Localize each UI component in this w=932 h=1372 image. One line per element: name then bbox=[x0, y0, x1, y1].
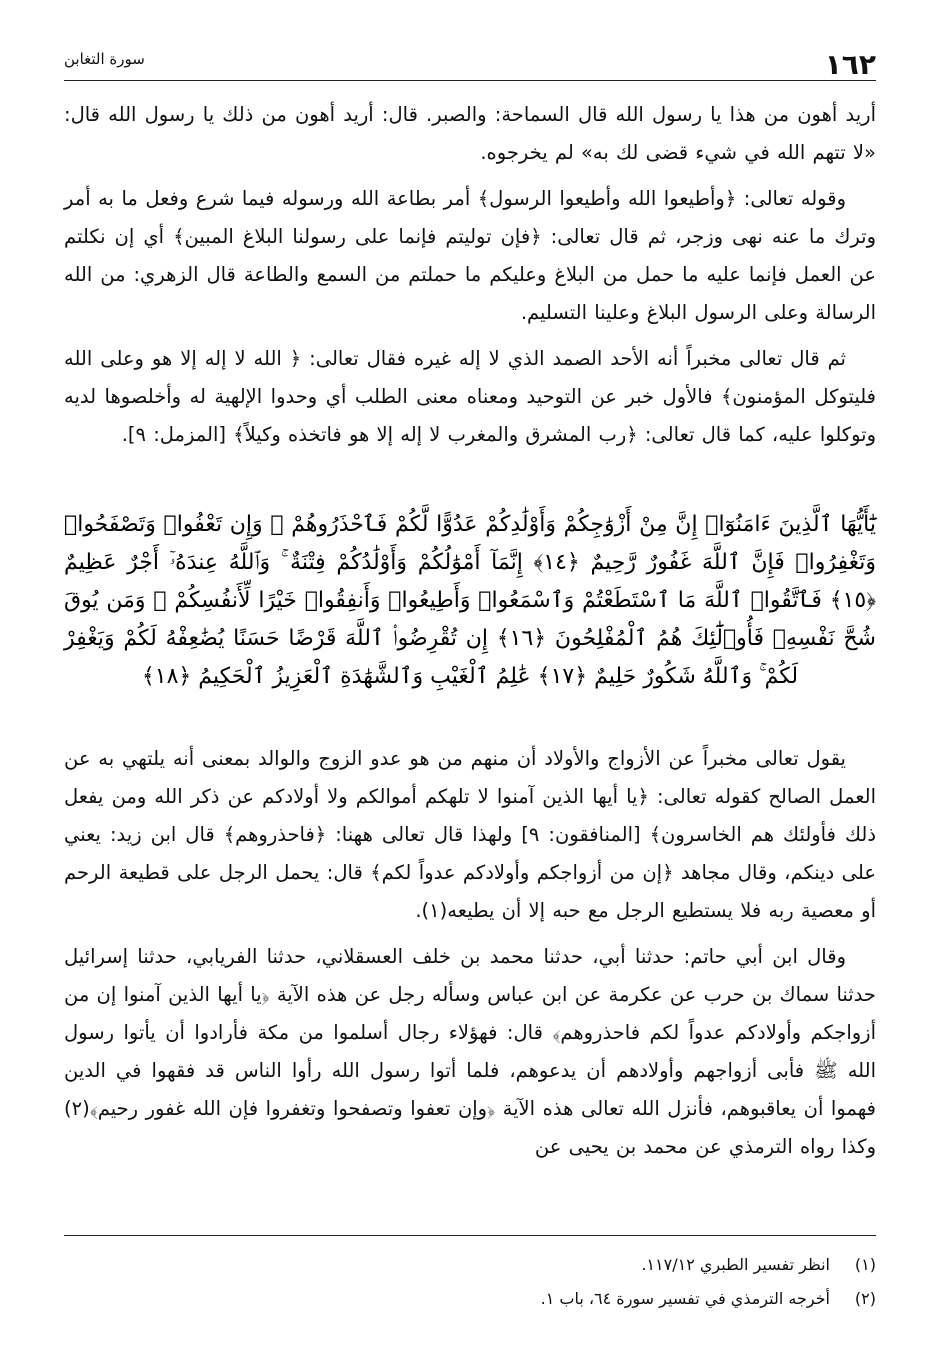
paragraph-spouses-children: يقول تعالى مخبراً عن الأزواج والأولاد أن منهم من هو عدو الزوج والوالد بمعنى أنه يلتهي به عن العمل الصالح كقوله تعالى: ﴿يا أيها الذين آمنوا لا تلهكم أموالكم ولا أولادكم عن ذكر الله ومن يفعل ذلك فأولئك هم الخاسرون﴾ [المنافقون: ٩] ولهذا قال تعالى ههنا: ﴿فاحذروهم﴾ قال ابن زيد: يعني على دينكم، وقال مجاهد ﴿إن من أزواجكم وأولادكم عدواً لكم﴾ قال: يحمل الرجل على قطيعة الرحم أو معصية ربه فلا يستطيع الرجل مع حبه إلا أن يطيعه(١). bbox=[64, 747, 877, 922]
paragraph-hadith-end: أريد أهون من هذا يا رسول الله قال السماحة: والصبر. قال: أريد أهون من ذلك يا رسول الله قال: «لا تتهم الله في شيء قضى لك به» لم يخرجوه. bbox=[64, 103, 876, 164]
footnote-divider bbox=[64, 1235, 876, 1236]
footnote-number: (١) bbox=[854, 1255, 876, 1274]
paragraph-ibn-abi-hatim: وقال ابن أبي حاتم: حدثنا أبي، حدثنا محمد بن خلف العسقلاني، حدثنا الفريابي، حدثنا إسرائيل حدثنا سماك بن حرب عن عكرمة عن ابن عباس وسأله رجل عن هذه الآية ﴿يا أيها الذين آمنوا إن من أزواجكم وأولادكم عدواً لكم فاحذروهم﴾ قال: فهؤلاء رجال أسلموا من مكة فأرادوا أن يأتوا رسول الله ﷺ فأبى أزواجهم وأولادهم أن يدعوهم، فلما أتوا رسول الله رأوا الناس قد فقهوا في الدين فهموا أن يعاقبوهم، فأنزل الله تعالى هذه الآية ﴿وإن تعفوا وتصفحوا وتغفروا فإن الله غفور رحيم﴾(٢) وكذا رواه الترمذي عن محمد بن يحيى عن bbox=[64, 945, 876, 1158]
paragraph-obedience: وقوله تعالى: ﴿وأطيعوا الله وأطيعوا الرسول﴾ أمر بطاعة الله ورسوله فيما شرع وفعل ما به أمر وترك ما عنه نهى وزجر، ثم قال تعالى: ﴿فإن توليتم فإنما على رسولنا البلاغ المبين﴾ أي إن نكلتم عن العمل فإنما عليه ما حمل من البلاغ وعليكم ما حملتم من السمع والطاعة قال الزهري: من الله الرسالة وعلى الرسول البلاغ وعلينا التسليم. bbox=[64, 187, 876, 324]
quran-verses-14-18: يَٰٓأَيُّهَا ٱلَّذِينَ ءَامَنُوٓا۟ إِنَّ مِنْ أَزْوَٰجِكُمْ وَأَوْلَٰدِكُمْ عَدُوًّا لَّكُمْ فَٱحْذَرُوهُمْ ۚ وَإِن تَعْفُوا۟ وَتَصْفَحُوا۟ وَتَغْفِرُوا۟ فَإِنَّ ٱللَّهَ غَفُورٌ رَّحِيمٌ ﴿١٤﴾ إِنَّمَآ أَمْوَٰلُكُمْ وَأَوْلَٰدُكُمْ فِتْنَةٌ ۚ وَٱللَّهُ عِندَهُۥٓ أَجْرٌ عَظِيمٌ ﴿١٥﴾ فَٱتَّقُوا۟ ٱللَّهَ مَا ٱسْتَطَعْتُمْ وَٱسْمَعُوا۟ وَأَطِيعُوا۟ وَأَنفِقُوا۟ خَيْرًا لِّأَنفُسِكُمْ ۗ وَمَن يُوقَ شُحَّ نَفْسِهِۦ فَأُو۟لَٰٓئِكَ هُمُ ٱلْمُفْلِحُونَ ﴿١٦﴾ إِن تُقْرِضُوا۟ ٱللَّهَ قَرْضًا حَسَنًا يُضَٰعِفْهُ لَكُمْ وَيَغْفِرْ لَكُمْ ۚ وَٱللَّهُ شَكُورٌ حَلِيمٌ ﴿١٧﴾ عَٰلِمُ ٱلْغَيْبِ وَٱلشَّهَٰدَةِ ٱلْعَزِيزُ ٱلْحَكِيمُ ﴿١٨﴾ bbox=[64, 512, 876, 689]
footnotes bbox=[64, 1248, 876, 1316]
surah-title: سورة التغابن bbox=[64, 50, 145, 68]
commentary-block-top bbox=[64, 96, 876, 454]
footnote bbox=[64, 1248, 876, 1282]
paragraph-tawhid: ثم قال تعالى مخبراً أنه الأحد الصمد الذي لا إله غيره فقال تعالى: ﴿ الله لا إله إلا هو وعلى الله فليتوكل المؤمنون﴾ فالأول خبر عن التوحيد ومعناه معنى الطلب أي وحدوا الإلهية له وأخلصوها لديه وتوكلوا عليه، كما قال تعالى: ﴿رب المشرق والمغرب لا إله إلا هو فاتخذه وكيلاً﴾ [المزمل: ٩]. bbox=[64, 347, 876, 446]
footnote-number: (٢) bbox=[854, 1289, 876, 1308]
footnote-text: أخرجه الترمذي في تفسير سورة ٦٤، باب ١. bbox=[540, 1289, 830, 1308]
commentary-block-bottom bbox=[64, 740, 876, 1166]
footnote bbox=[64, 1282, 876, 1316]
page-header bbox=[64, 44, 876, 81]
footnote-text: انظر تفسير الطبري ١١٧/١٢. bbox=[641, 1255, 830, 1274]
page-number: ١٦٢ bbox=[824, 48, 876, 81]
